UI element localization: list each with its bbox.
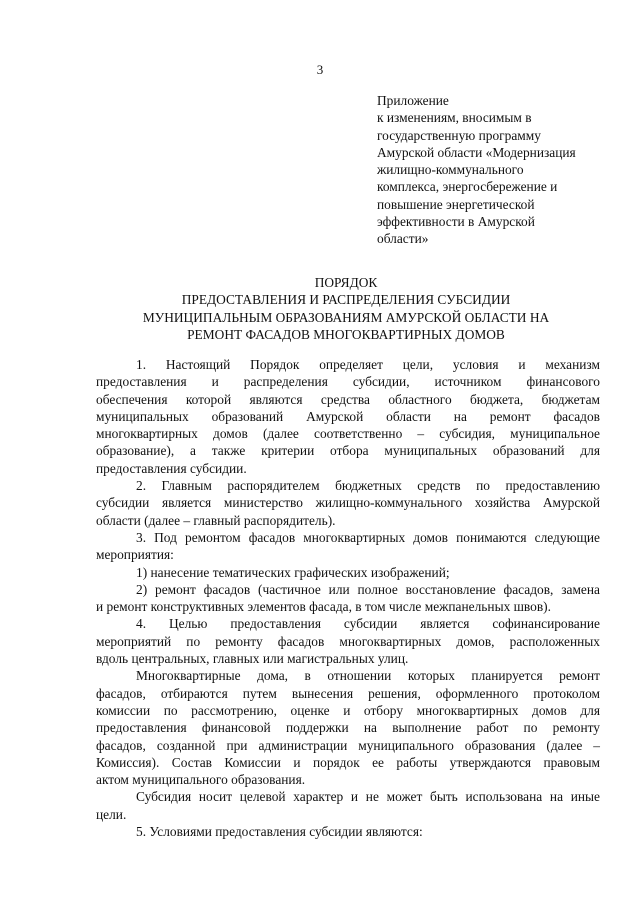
body-line: цели. (96, 806, 127, 822)
body-line: области (далее – главный распорядитель). (96, 512, 336, 528)
body-line: многоквартирных домов (далее соответственно – субсидия, муниципальное (96, 426, 600, 442)
body-line: фасадов, созданной при администрации муниципального образования (далее – (96, 737, 600, 753)
title-line: ПОРЯДОК (314, 275, 378, 290)
body-line: 1) нанесение тематических графических изображений; (136, 564, 450, 580)
body-line: предоставления и распределения субсидии, источником финансового (96, 374, 600, 390)
body-line: муниципальных образований Амурской области на ремонт фасадов (96, 408, 600, 424)
title-line: МУНИЦИПАЛЬНЫМ ОБРАЗОВАНИЯМ АМУРСКОЙ ОБЛАСТИ НА (142, 309, 550, 325)
body-line: субсидии является министерство жилищно-коммунального хозяйства Амурской (96, 495, 600, 511)
body-line: 3. Под ремонтом фасадов многоквартирных домов понимаются следующие (136, 529, 600, 545)
body-line: мероприятия: (96, 547, 174, 563)
body-line: предоставления финансовой поддержки на выполнение работ по ремонту (96, 720, 600, 736)
page-number: 3 (316, 62, 324, 77)
appendix-line: Амурской области «Модернизация (377, 144, 576, 160)
body-line: и ремонт конструктивных элементов фасада, в том числе межпанельных швов). (96, 599, 551, 615)
body-line: обеспечения которой являются средства областного бюджета, бюджетам (96, 391, 600, 407)
body-line: 5. Условиями предоставления субсидии являются: (136, 824, 423, 840)
body-line: Многоквартирные дома, в отношении которых планируется ремонт (136, 668, 600, 684)
body-line: предоставления субсидии. (96, 460, 247, 476)
appendix-line: области» (377, 231, 429, 247)
body-line: 2) ремонт фасадов (частичное или полное восстановление фасадов, замена (136, 581, 600, 597)
body-line: актом муниципального образования. (96, 772, 306, 788)
body-line: мероприятий по ремонту фасадов многоквартирных домов, расположенных (96, 633, 600, 649)
body-line: образование), а также критерии отбора муниципальных образований для (96, 443, 600, 459)
document-title (96, 274, 596, 343)
body-line: комиссии по рассмотрению, оценке и отбору многоквартирных домов для (96, 702, 600, 718)
appendix-line: повышение энергетической (377, 196, 535, 212)
document-body (96, 356, 600, 840)
body-line: 1. Настоящий Порядок определяет цели, условия и механизм (136, 357, 600, 372)
appendix-line: Приложение (377, 93, 449, 108)
body-line: 2. Главным распорядителем бюджетных средств по предоставлению (136, 478, 600, 494)
appendix-line: государственную программу (377, 127, 541, 143)
body-line: 4. Целью предоставления субсидии является софинансирование (136, 616, 600, 632)
body-line: Комиссия). Состав Комиссии и порядок ее работы утверждаются правовым (96, 754, 600, 770)
title-line: РЕМОНТ ФАСАДОВ МНОГОКВАРТИРНЫХ ДОМОВ (187, 326, 505, 342)
appendix-line: эффективности в Амурской (377, 214, 535, 230)
appendix-line: жилищно-коммунального (377, 162, 524, 178)
body-line: Субсидия носит целевой характер и не может быть использована на иные (136, 789, 600, 805)
body-line: вдоль центральных, главных или магистральных улиц. (96, 651, 409, 667)
appendix-line: комплекса, энергосбережение и (377, 179, 558, 195)
body-line: фасадов, отбираются путем вынесения решения, оформленного протоколом (96, 685, 600, 701)
title-line: ПРЕДОСТАВЛЕНИЯ И РАСПРЕДЕЛЕНИЯ СУБСИДИИ (181, 292, 511, 308)
appendix-note (377, 92, 617, 248)
appendix-line: к изменениям, вносимым в (377, 110, 532, 126)
